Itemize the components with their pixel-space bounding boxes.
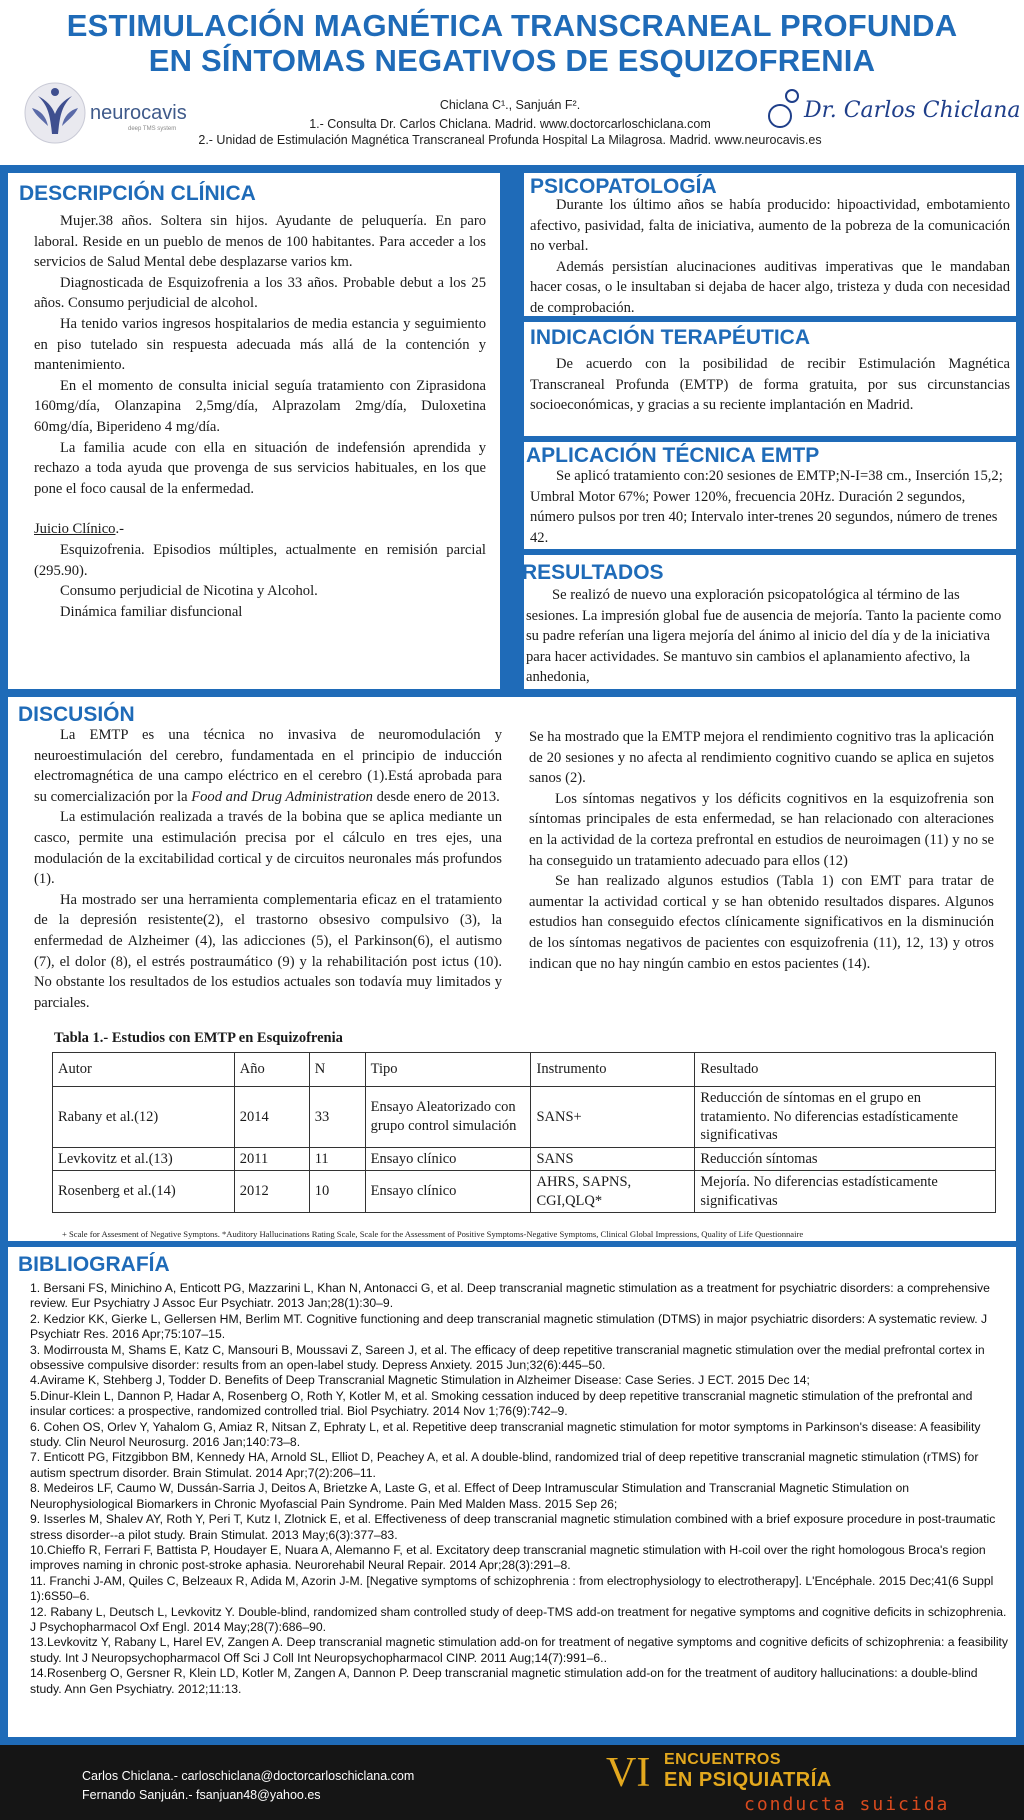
affiliation-1: 1.- Consulta Dr. Carlos Chiclana. Madrid. www.doctorcarloschiclana.com (309, 117, 711, 131)
reference-item: 7. Enticott PG, Fitzgibbon BM, Kennedy HA, Arnold SL, Elliot D, Peachey A, et al. A double-blind, randomized trial of deep repetitive transcranial magnetic stimulation (rTMS) for autism spectrum disorder. Brain Stimulat. 2014 Apr;7(2):206–11. (30, 1450, 979, 1480)
discussion-left-column (34, 725, 502, 1013)
section-title: APLICACIÓN TÉCNICA EMTP (526, 444, 820, 467)
paragraph: Durante los último años se había producido: hipoactividad, embotamiento afectivo, pasividad, falta de iniciativa, aumento de la pobreza de la comunicación no verbal. (530, 197, 1010, 255)
table-cell: 11 (309, 1147, 365, 1171)
paragraph: La familia acude con ella en situación de indefensión aprendida y rechazo a toda ayuda que provenga de sus servicios habituales, en los que pone el foco causal de la enfermedad. (34, 439, 486, 497)
paragraph: De acuerdo con la posibilidad de recibir Estimulación Magnética Transcraneal Profunda (EMTP) de forma gratuita, por sus circunstancias socioeconómicas, y gracias a su reciente implantación en Madrid. (530, 356, 1010, 414)
logo-name: neurocavis (90, 102, 187, 124)
logo-tagline: deep TMS system (128, 126, 177, 132)
paragraph: Además persistían alucinaciones auditivas imperativas que le mandaban hacer cosas, o le insultaban si dejaba de hacer algo, tristeza y duda con necesidad de comprobación. (530, 258, 1010, 316)
juicio-label: Juicio Clínico (34, 521, 116, 538)
section-title: PSICOPATOLOGÍA (530, 175, 717, 198)
paragraph: Se aplicó tratamiento con:20 sesiones de EMTP;N-I=38 cm., Inserción 15,2; Umbral Motor 67%; Power 120%, frecuencia 20Hz. Duración 2 segundos, número pulsos por tren 40; Intervalo inter-trenes 20 segundos, número de trenes 42. (530, 468, 1003, 546)
section-body (530, 195, 1010, 319)
section-title: INDICACIÓN TERAPÉUTICA (530, 326, 811, 349)
section-body (530, 466, 1008, 548)
section-discussion (8, 697, 1016, 1241)
paragraph: Mujer.38 años. Soltera sin hijos. Ayudante de peluquería. En paro laboral. Reside en un pueblo de menos de 100 habitantes. Para acceder a los servicios de Salud Mental debe desplazarse varios km. (34, 213, 486, 271)
reference-item: 6. Cohen OS, Orlev Y, Yahalom G, Amiaz R, Nitsan Z, Ephraty L, et al. Repetitive deep transcranial magnetic stimulation for motor symptoms in Parkinson's disease: A feasibility study. Clin Neurol Neurosurg. 2016 Jan;140:73–8. (30, 1419, 981, 1450)
table-cell: Mejoría. No diferencias estadísticamente significativas (695, 1171, 996, 1213)
table-header: Tipo (365, 1053, 531, 1087)
section-title: DESCRIPCIÓN CLÍNICA (19, 182, 256, 205)
table-cell: AHRS, SAPNS, CGI,QLQ* (531, 1171, 695, 1213)
juicio-suffix: .- (115, 521, 124, 538)
contact-line: Carlos Chiclana.- carloschiclana@doctorcarloschiclana.com (82, 1769, 415, 1783)
table-cell: 10 (309, 1171, 365, 1213)
event-edition: VI (606, 1750, 651, 1796)
section-results (524, 555, 1016, 689)
table-row (53, 1087, 996, 1148)
authors-block (150, 96, 870, 134)
section-body (526, 585, 1008, 688)
section-technical-application (524, 442, 1016, 549)
discussion-right-column (529, 727, 994, 974)
table-cell: 2012 (234, 1171, 309, 1213)
paragraph (34, 725, 502, 807)
reference-item: 2. Kedzior KK, Gierke L, Gellersen HM, Berlim MT. Cognitive functioning and deep transcranial magnetic stimulation (DTMS) in major psychiatric disorders: A systematic review. J Psychiatr Res. 2016 Apr;75:107–15. (30, 1311, 988, 1342)
table-cell: Reducción síntomas (695, 1147, 996, 1171)
affiliation-2: 2.- Unidad de Estimulación Magnética Transcraneal Profunda Hospital La Milagrosa. Madrid. www.neurocavis.es (198, 133, 822, 147)
table-cell: Rabany et al.(12) (53, 1087, 235, 1148)
table-row (53, 1171, 996, 1213)
section-body (34, 211, 486, 622)
signature-logo (764, 86, 1021, 136)
title-line-2: EN SÍNTOMAS NEGATIVOS DE ESQUIZOFRENIA (148, 43, 876, 78)
section-title: RESULTADOS (522, 561, 664, 584)
poster-footer (0, 1745, 1024, 1820)
reference-item: 5.Dinur-Klein L, Dannon P, Hadar A, Rosenberg O, Roth Y, Kotler M, et al. Smoking cessation induced by deep repetitive transcranial magnetic stimulation of the prefrontal and insular cortices: a prospective, randomized controlled trial. Biol Psychiatry. 2014 Nov 1;76(9):742–9. (30, 1388, 973, 1419)
poster-title (0, 8, 1024, 78)
table-cell: 33 (309, 1087, 365, 1148)
paragraph: Dinámica familiar disfuncional (60, 603, 243, 620)
table-cell: Ensayo Aleatorizado con grupo control simulación (365, 1087, 531, 1148)
signature-circles-icon (766, 86, 806, 132)
title-line-1: ESTIMULACIÓN MAGNÉTICA TRANSCRANEAL PROFUNDA (66, 8, 958, 43)
table-cell: 2011 (234, 1147, 309, 1171)
section-title: DISCUSIÓN (18, 703, 135, 726)
neurocavis-logo-icon (24, 80, 86, 146)
paragraph: Los síntomas negativos y los déficits cognitivos en la esquizofrenia son síntomas principales de esta enfermedad, se han relacionado con alteraciones en la actividad de la corteza prefrontal en estudios de neuroimagen (11) y no se ha conseguido un tratamiento adecuado para ellos (12) (529, 790, 994, 869)
table-caption: Tabla 1.- Estudios con EMTP en Esquizofrenia (54, 1030, 343, 1046)
section-title: BIBLIOGRAFÍA (18, 1253, 170, 1276)
table-header-row (53, 1053, 996, 1087)
paragraph: Esquizofrenia. Episodios múltiples, actualmente en remisión parcial (295.90). (34, 541, 486, 579)
paragraph: Se realizó de nuevo una exploración psicopatológica al término de las sesiones. La impresión global fue de ausencia de mejoría. Tanto la paciente como su padre referían una ligera mejoría del ánimo al inicio del día y de la iniciativa para hacer actividades. Se mantuvo sin cambios el aplanamiento afectivo, la anhedonia, (526, 587, 1002, 686)
table-cell: Reducción de síntomas en el grupo en tratamiento. No diferencias estadísticamente significativas (695, 1087, 996, 1148)
table-header: Autor (53, 1053, 235, 1087)
table-cell: SANS (531, 1147, 695, 1171)
reference-list (30, 1281, 1008, 1697)
paragraph: En el momento de consulta inicial seguía tratamiento con Ziprasidona 160mg/día, Olanzapina 2,5mg/día, Alprazolam 2mg/día, Duloxetina 60mg/día, Biperideno 4 mg/día. (34, 377, 486, 435)
reference-item: 11. Franchi J-AM, Quiles C, Belzeaux R, Adida M, Azorin J-M. [Negative symptoms of schizophrenia : from electrophysiology to electrotherapy]. L'Encéphale. 2015 Dec;41(6 Suppl 1):6S50–6. (30, 1573, 994, 1604)
section-bibliography (8, 1247, 1016, 1737)
table-row (53, 1147, 996, 1171)
paragraph: La estimulación realizada a través de la bobina que se aplica mediante un casco, permite una estimulación precisa por el cálculo en tres ejes, una modulación de la excitabilidad cortical y de circuitos neuronales más profundos (1). (34, 809, 502, 888)
paragraph: Consumo perjudicial de Nicotina y Alcohol. (60, 583, 318, 600)
poster-header (0, 0, 1024, 165)
signature-text: Dr. Carlos Chiclana (804, 98, 1021, 123)
table-cell: Ensayo clínico (365, 1147, 531, 1171)
section-therapeutic-indication (524, 322, 1016, 436)
contact-block (82, 1767, 414, 1805)
reference-item: 4.Avirame K, Stehberg J, Todder D. Benefits of Deep Transcranial Magnetic Stimulation in Alzheimer Disease: Case Series. J ECT. 2015 Dec 14; (30, 1373, 810, 1388)
event-subtitle: conducta suicida (744, 1794, 950, 1815)
text-run-italic: Food and Drug Administration (191, 788, 373, 805)
reference-item: 1. Bersani FS, Minichino A, Enticott PG, Mazzarini L, Khan N, Antonacci G, et al. Deep transcranial magnetic stimulation as a treatment for psychiatric disorders: a comprehensive review. Eur Psychiatry J Assoc Eur Psychiatr. 2013 Jan;28(1):30–9. (30, 1281, 990, 1311)
reference-item: 3. Modirrousta M, Shams E, Katz C, Mansouri B, Moussavi Z, Sareen J, et al. The efficacy of deep repetitive transcranial magnetic stimulation over the medial prefrontal cortex in obsessive compulsive disorder: results from an open-label study. Depress Anxiety. 2015 Jun;32(6):445–50. (30, 1342, 985, 1373)
paragraph: Diagnosticada de Esquizofrenia a los 33 años. Probable debut a los 25 años. Consumo perjudicial de alcohol. (34, 274, 486, 312)
reference-item: 13.Levkovitz Y, Rabany L, Harel EV, Zangen A. Deep transcranial magnetic stimulation add-on for treatment of negative symptoms and cognitive deficits of schizophrenia: a feasibility study. Int J Neuropsychopharmacol Off Sci J Coll Int Neuropsychopharmacol CINP. 2011 Aug;14(7):991–6.. (30, 1635, 1009, 1665)
table-cell: Ensayo clínico (365, 1171, 531, 1213)
table-cell: 2014 (234, 1087, 309, 1148)
authors-line: Chiclana C¹., Sanjuán F². (439, 98, 581, 112)
table-cell: Rosenberg et al.(14) (53, 1171, 235, 1213)
event-name-line-1: ENCUENTROS (664, 1751, 782, 1768)
paragraph: Ha tenido varios ingresos hospitalarios de media estancia y seguimiento en piso tutelado sin respuesta adecuada más allá de la contención y mantenimiento. (34, 315, 486, 374)
paragraph: Se ha mostrado que la EMTP mejora el rendimiento cognitivo tras la aplicación de 20 sesiones y no afecta al rendimiento cognitivo cuando se aplica en sujetos sanos (2). (529, 729, 994, 787)
studies-table (52, 1052, 996, 1213)
table-header: N (309, 1053, 365, 1087)
table-header: Resultado (695, 1053, 996, 1087)
reference-item: 8. Medeiros LF, Caumo W, Dussán-Sarria J, Deitos A, Brietzke A, Laste G, et al. Effect of Deep Intramuscular Stimulation and Transcranial Magnetic Stimulation on Neurophysiological Biomarkers in Chronic Myofascial Pain Syndrome. Pain Med Malden Mass. 2015 Sep 26; (30, 1481, 910, 1511)
table-header: Año (234, 1053, 309, 1087)
paragraph: Se han realizado algunos estudios (Tabla 1) con EMT para tratar de aumentar la actividad cortical y se han obtenido resultados dispares. Algunos estudios han conseguido efectos clínicamente significativos en la disminución de los síntomas negativos de pacientes con esquizofrenia (11), 12, 13) y otros indican que no hay ningún cambio en estos pacientes (14). (529, 873, 994, 972)
section-clinical-description (8, 173, 500, 689)
table-cell: Levkovitz et al.(13) (53, 1147, 235, 1171)
reference-item: 14.Rosenberg O, Gersner R, Klein LD, Kotler M, Zangen A, Dannon P. Deep transcranial magnetic stimulation add-on for the treatment of auditory hallucinations: a double-blind study. Ann Gen Psychiatry. 2012;11:13. (30, 1666, 978, 1696)
table-cell: SANS+ (531, 1087, 695, 1148)
table-footnote: + Scale for Assesment of Negative Symptons. *Auditory Hallucinations Rating Scale, Scale for the Assessment of Positive Symptoms-Negative Symptoms, Clinical Global Impressions, Quality of Life Questionnaire (62, 1229, 804, 1239)
juicio-heading (34, 519, 486, 540)
table-header: Instrumento (531, 1053, 695, 1087)
section-body (530, 354, 1010, 416)
event-name-line-2: EN PSIQUIATRÍA (664, 1769, 832, 1791)
text-run: La EMTP es una técnica no invasiva de neuromodulación y neuroestimulación del cerebro, fundamentada en el principio de inducción electromagnética de una campo eléctrico en el cerebro (1).Está aprobada para su comercialización por la (34, 727, 502, 805)
reference-item: 9. Isserles M, Shalev AY, Roth Y, Peri T, Kutz I, Zlotnick E, et al. Effectiveness of deep transcranial magnetic stimulation combined with a brief exposure procedure in post-traumatic stress disorder--a pilot study. Brain Stimulat. 2013 May;6(3):377–83. (30, 1512, 996, 1542)
reference-item: 10.Chieffo R, Ferrari F, Battista P, Houdayer E, Nuara A, Alemanno F, et al. Excitatory deep transcranial magnetic stimulation with H-coil over the right homologous Broca's region improves naming in chronic post-stroke aphasia. Neurorehabil Neural Repair. 2014 Apr;28(3):291–8. (30, 1542, 986, 1573)
text-run: desde enero de 2013. (372, 788, 500, 805)
section-psychopathology (524, 173, 1016, 316)
paragraph: Ha mostrado ser una herramienta complementaria eficaz en el tratamiento de la depresión resistente(2), el trastorno obsesivo compulsivo (3), la enfermedad de Alzheimer (4), las adicciones (5), el Parkinson(6), el autismo (7), el dolor (8), el estrés postraumático (9) y la rehabilitación post ictus (10). No obstante los resultados de los estudios actuales son todavía muy limitados y parciales. (34, 891, 502, 1011)
contact-line: Fernando Sanjuán.- fsanjuan48@yahoo.es (82, 1788, 321, 1802)
reference-item: 12. Rabany L, Deutsch L, Levkovitz Y. Double-blind, randomized sham controlled study of deep-TMS add-on treatment for negative symptoms and cognitive deficits in schizophrenia. J Psychopharmacol Oxf Engl. 2014 May;28(7):686–90. (30, 1604, 1007, 1634)
